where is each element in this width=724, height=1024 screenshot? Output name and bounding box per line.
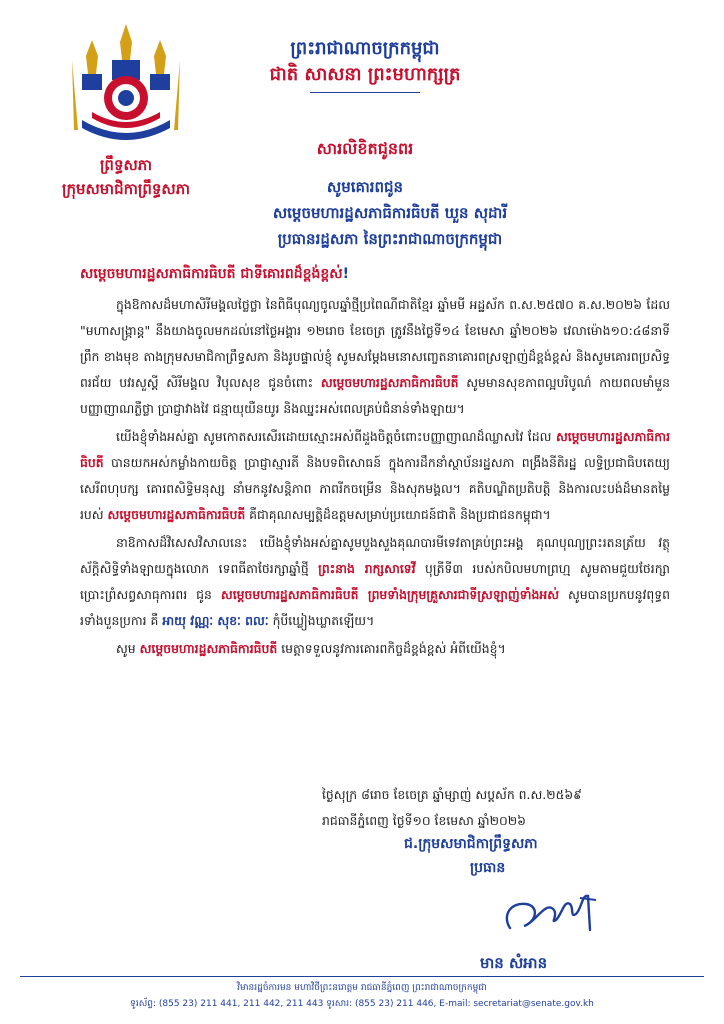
p3-text-d: កុំបីឃ្លៀងឃ្លាតឡើយ។ <box>268 613 375 628</box>
p2-text-b: បានយកអស់កម្លាំងកាយចិត្ត ប្រាជ្ញាស្មារតី និងបទពិសោធន៍ ក្នុងការដឹកនាំស្ថាប័នរដ្ឋសភា ពង្រឹងនីតិរដ្ឋ លទ្ធិប្រជាធិបតេយ្យ សេរីពហុបក្ស គោរពសិទ្ធិមនុស្ស នាំមកនូវសន្តិភាព ភាពរីកចម្រើន និងសុភមង្គល។ គតិបណ្ឌិតប្រតិបត្តិ និងការលះបង់ដ៏មានតម្លៃរបស់ <box>80 455 670 522</box>
date-lunar: ថ្ងៃសុក្រ ៨រោច ខែចេត្រ ឆ្នាំម្សាញ់ សប្តស័ក ព.ស.២៥៦៩ <box>322 787 582 802</box>
sign-role: ប្រធាន <box>470 860 506 876</box>
org-committee: ក្រុមសមាជិកាព្រឹទ្ធសភា <box>62 180 190 198</box>
p1-text-b: សូមមានសុខភាពល្អបរិបូណ៌ កាយពលមាំមួន បញ្ញាញាណភ្លឺថ្លា ប្រាជ្ញាវាងវៃ ជន្មាយុយឺនយូរ និងឈ្នះអស់ពេលគ្រប់ជំនាន់ទាំងឡាយ។ <box>80 375 670 416</box>
p4-text-b: មេត្តាទទួលនូវការគោរពកិច្ចដ៏ខ្ពង់ខ្ពស់ អំពីយើងខ្ញុំ។ <box>277 641 506 656</box>
p3-blessings: អាយុ វណ្ណៈ សុខៈ ពលៈ <box>162 613 269 628</box>
footer-contacts: ទូរស័ព្ទ: (855 23) 211 441, 211 442, 211 443 ទូរសារ: (855 23) 211 446, E-mail: secretariat@senate.gov.kh <box>130 999 594 1009</box>
letter-type: សារលិខិតជូនពរ <box>316 139 414 158</box>
kingdom-title: ព្រះរាជាណាចក្រកម្ពុជា <box>290 38 440 59</box>
sign-name: មាន សំអាន <box>480 954 548 972</box>
p3-text-a: នាឱកាសដ៏វិសេសវិសាលនេះ យើងខ្ញុំទាំងអស់គ្នាសូមបួងសួងគុណបារមីទេវតាគ្រប់ព្រះអង្គ គុណបុណ្យព្រះរតនត្រ័យ វត្ថុស័ក្តិសិទ្ធិទាំងឡាយក្នុងលោក ទេពធីតាថែរក្សាឆ្នាំថ្មី <box>80 535 670 576</box>
senate-emblem <box>52 20 200 150</box>
p3-text-b: បុត្រីទី៣ របស់កបិលមហាព្រហ្ម សូមតាមជួយថែរក្សា ប្រោះព្រំសព្វសាធុការពរ ជូន <box>80 561 670 602</box>
signature <box>496 886 606 942</box>
org-name: ព្រឹទ្ធសភា <box>99 156 153 174</box>
paragraph-3 <box>80 530 670 634</box>
p4-name: សម្ដេចមហារដ្ឋសភាធិការធិបតី <box>139 641 278 656</box>
p1-text-a: ក្នុងឱកាសដ៏មហាសិរីមង្គលថ្លៃថ្លា នៃពិធីបុណ្យចូលឆ្នាំថ្មីប្រពៃណីជាតិខ្មែរ ឆ្នាំមមី អដ្ឋស័ក ព.ស.២៥៧០ គ.ស.២០២៦ ដែល "មហាសង្ក្រាន្ត" នឹងយាងចូលមកដល់នៅថ្ងៃអង្គារ ១២រោច ខែចេត្រ ត្រូវនឹងថ្ងៃទី១៤ ខែមេសា ឆ្នាំ២០២៦ វេលាម៉ោង១០:៤៨នាទីព្រឹក ខាងមុខ តាងក្រុមសមាជិកាព្រឹទ្ធសភា និងរូបផ្ទាល់ខ្ញុំ សូមសម្ដែងមនោសញ្ចេតនាគោរពស្រឡាញ់ដ៏ខ្ពង់ខ្ពស់ និងសូមគោរពប្រសិទ្ធពរជ័យ បវរសួស្ដី សិរីមង្គល វិបុលសុខ ជូនចំពោះ <box>80 297 670 390</box>
national-motto: ជាតិ សាសនា ព្រះមហាក្សត្រ <box>269 64 461 85</box>
date-solar: រាជធានីភ្នំពេញ ថ្ងៃទី១០ ខែមេសា ឆ្នាំ២០២៦ <box>322 813 526 828</box>
salutation: សូមគោរពជូន <box>326 178 404 196</box>
letter-body <box>80 292 670 664</box>
p3-deity: ព្រះនាង រាក្សសាទេវី <box>318 561 416 576</box>
recipient-role: ប្រធានរដ្ឋសភា នៃព្រះរាជាណាចក្រកម្ពុជា <box>277 230 503 248</box>
greeting <box>80 264 680 285</box>
p1-name: សម្ដេចមហារដ្ឋសភាធិការធិបតី <box>320 375 459 390</box>
p4-text-a: សូម <box>116 641 140 656</box>
sign-org: ជ.ក្រុមសមាជិកាព្រឹទ្ធសភា <box>404 836 538 852</box>
p2-text-a: យើងខ្ញុំទាំងអស់គ្នា សូមកោតសរសើរដោយស្មោះអស់ពីដួងចិត្តចំពោះបញ្ញាញាណដ៏ឈ្លាសវៃ ដែល <box>116 429 556 444</box>
p3-name: សម្ដេចមហារដ្ឋសភាធិការធិបតី ព្រមទាំងក្រុមគ្រួសារជាទីស្រឡាញ់ទាំងអស់ <box>220 587 560 602</box>
p2-name-2: សម្ដេចមហារដ្ឋសភាធិការធិបតី <box>107 507 246 522</box>
greeting-name: សម្ដេចមហារដ្ឋសភាធិការធិបតី ជាទីគោរពដ៏ខ្ពង់ខ្ពស់ <box>80 266 343 282</box>
p2-name: សម្ដេចមហារដ្ឋសភាធិការធិបតី <box>80 429 670 470</box>
footer-divider <box>20 976 704 977</box>
paragraph-2 <box>80 424 670 528</box>
footer-address: វិមានរដ្ឋចំការមន មហាវិថីព្រះនរោត្តម រាជធានីភ្នំពេញ ព្រះរាជាណាចក្រកម្ពុជា <box>237 983 487 993</box>
header-divider <box>310 92 420 93</box>
p2-text-c: គឺជាគុណសម្បត្តិដ៏ឧត្តមសម្រាប់ប្រយោជន៍ជាតិ និងប្រជាជនកម្ពុជា។ <box>245 507 551 522</box>
paragraph-4 <box>80 636 670 662</box>
paragraph-1 <box>80 292 670 422</box>
recipient-title: សម្ដេចមហារដ្ឋសភាធិការធិបតី ឃួន សុដារី <box>272 204 508 222</box>
p3-text-c: សូមបានប្រកបនូវពុទ្ធពរទាំងបួនប្រការ គឺ <box>80 587 670 628</box>
greeting-end: ! <box>342 266 349 282</box>
